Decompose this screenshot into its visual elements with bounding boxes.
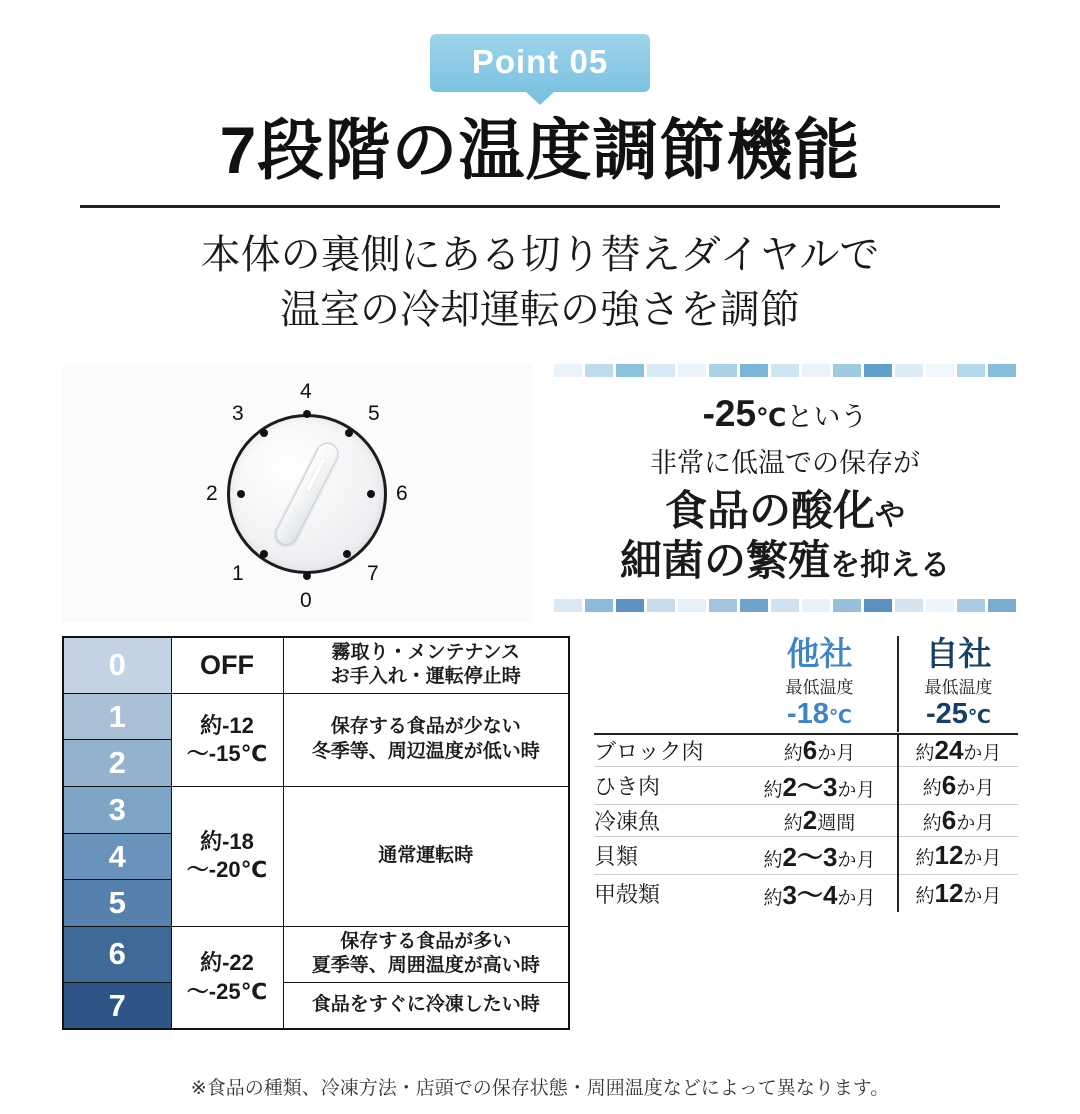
callout-line-3a [554,486,1016,536]
dial-temp-cell: 約-22 ～-25℃ [171,926,283,1029]
other-company-label: 最低温度 [785,678,854,698]
callout-temp-value: -25 [702,392,757,434]
comparison-item-label: 甲殻類 [594,881,661,907]
stripe-segment [802,364,830,377]
point-badge-container [0,34,1080,92]
dial-knob[interactable] [272,439,342,549]
comparison-own-value: 約12か月 [898,874,1018,912]
stripe-segment [864,364,892,377]
stripe-segment [926,364,954,377]
comparison-header-own [898,636,1018,732]
footnote: ※食品の種類、冷凍方法・店頭での保存状態・周囲温度などによって異なります。 [190,1078,890,1099]
dial-temp-cell: OFF [171,637,283,693]
stripe-segment [926,599,954,612]
dial-label-5: 5 [368,401,380,425]
callout-emph-1: 食品の酸化 [664,486,875,534]
dial-tick-2 [237,490,245,498]
table-row [594,874,1018,912]
callout-text [554,393,1016,587]
table-row [594,734,1018,767]
other-company-value: -18℃ [787,698,852,731]
dial-level-cell: 5 [63,880,171,927]
comparison-item-label: 冷凍魚 [594,804,742,836]
comparison-other-value: 約2～3か月 [742,836,898,874]
bottom-section [0,636,1080,1030]
table-row [594,766,1018,804]
stripe-segment [740,364,768,377]
stripe-segment [988,599,1016,612]
stripe-segment [585,599,613,612]
stripe-segment [957,364,985,377]
stripe-segment [833,364,861,377]
stripe-segment [647,364,675,377]
callout-headline [554,393,1016,435]
stripe-segment [709,364,737,377]
comparison-other-value: 約6か月 [742,734,898,767]
comparison-own-value: 約6か月 [898,804,1018,836]
callout-line-3 [554,486,1016,587]
comparison-item-label: ひき肉 [594,766,742,804]
dial-label-7: 7 [367,561,379,585]
stripe-segment [957,599,985,612]
comparison-other-value: 約2週間 [742,804,898,836]
dial-label-3: 3 [232,401,244,425]
subtitle-line-1: 本体の裏側にある切り替えダイヤルで [200,232,880,277]
dial-label-0: 0 [300,588,312,612]
stripe-segment [647,599,675,612]
table-row [594,804,1018,836]
page-title: 7段階の温度調節機能 [219,113,861,187]
callout-temp-tail: という [786,401,868,432]
own-company-value: -25℃ [926,698,991,731]
callout-particle-2: を抑える [830,549,950,583]
stripe-segment [678,364,706,377]
stripe-segment [833,599,861,612]
stripe-segment [771,364,799,377]
dial-level-cell: 2 [63,740,171,787]
stripe-segment [554,364,582,377]
subtitle-line-2: 温室の冷却運転の強さを調節 [280,287,800,332]
dial-temp-cell: 約-12 ～-15℃ [171,693,283,786]
dial-label-1: 1 [232,561,244,585]
decorative-stripe-top [554,364,1016,377]
dial-tick-1 [260,550,268,558]
dial-desc-cell: 保存する食品が少ない 冬季等、周辺温度が低い時 [283,693,569,786]
stripe-segment [895,599,923,612]
stripe-segment [864,599,892,612]
comparison-own-value: 約12か月 [898,836,1018,874]
table-row [63,693,569,740]
stripe-segment [740,599,768,612]
storage-comparison-table [594,636,1018,912]
dial-tick-0 [303,572,311,580]
table-row [63,637,569,693]
stripe-segment [895,364,923,377]
dial-tick-3 [260,429,268,437]
comparison-item-label: 貝類 [594,836,742,874]
dial-level-cell: 6 [63,926,171,982]
dial-level-cell: 1 [63,693,171,740]
callout-emph-2: 細菌の繁殖 [619,537,830,585]
comparison-header-blank [594,636,742,732]
temperature-dial[interactable] [180,372,430,622]
table-row [594,836,1018,874]
dial-tick-7 [343,550,351,558]
stripe-segment [709,599,737,612]
comparison-other-value: 約3～4か月 [763,879,876,910]
dial-tick-6 [367,490,375,498]
dial-label-2: 2 [206,481,218,505]
dial-label-6: 6 [396,481,408,505]
dial-image-panel [62,364,532,622]
comparison-own-value: 約24か月 [898,734,1018,767]
table-row [63,982,569,1029]
dial-desc-cell: 食品をすぐに冷凍したい時 [283,982,569,1029]
dial-desc-cell: 通常運転時 [283,786,569,926]
own-company-name: 自社 [925,634,992,672]
dial-level-cell: 7 [63,982,171,1029]
page-subtitle [0,228,1080,338]
callout-particle-1: や [875,498,905,532]
comparison-panel [594,636,1018,1030]
title-divider [80,205,1000,208]
comparison-header-other [742,636,898,732]
stripe-segment [554,599,582,612]
callout-temp-unit: ℃ [756,403,787,432]
callout-line-2: 非常に低温での保存が [650,447,920,478]
cold-storage-callout [554,364,1016,622]
comparison-header-row [594,636,1018,732]
dial-desc-cell: 保存する食品が多い 夏季等、周囲温度が高い時 [283,926,569,982]
stripe-segment [771,599,799,612]
dial-label-4: 4 [300,379,312,403]
own-company-label: 最低温度 [924,678,993,698]
stripe-segment [616,599,644,612]
comparison-other-value: 約2～3か月 [742,766,898,804]
point-badge: Point 05 [430,34,650,92]
dial-tick-5 [345,429,353,437]
dial-level-cell: 4 [63,833,171,880]
dial-level-cell: 3 [63,786,171,833]
stripe-segment [988,364,1016,377]
table-row [63,926,569,982]
stripe-segment [678,599,706,612]
callout-line-3b [554,536,1016,586]
comparison-own-value: 約6か月 [898,766,1018,804]
other-company-name: 他社 [786,634,853,672]
stripe-segment [616,364,644,377]
dial-setting-table [62,636,570,1030]
stripe-segment [585,364,613,377]
dial-tick-4 [303,410,311,418]
dial-face [227,414,387,574]
stripe-segment [802,599,830,612]
decorative-stripe-bottom [554,599,1016,612]
dial-desc-cell: 霧取り・メンテナンス お手入れ・運転停止時 [283,637,569,693]
dial-temp-cell: 約-18 ～-20℃ [171,786,283,926]
comparison-item-label: ブロック肉 [594,734,742,767]
table-row [63,786,569,833]
dial-level-cell: 0 [63,637,171,693]
middle-section [0,364,1080,622]
